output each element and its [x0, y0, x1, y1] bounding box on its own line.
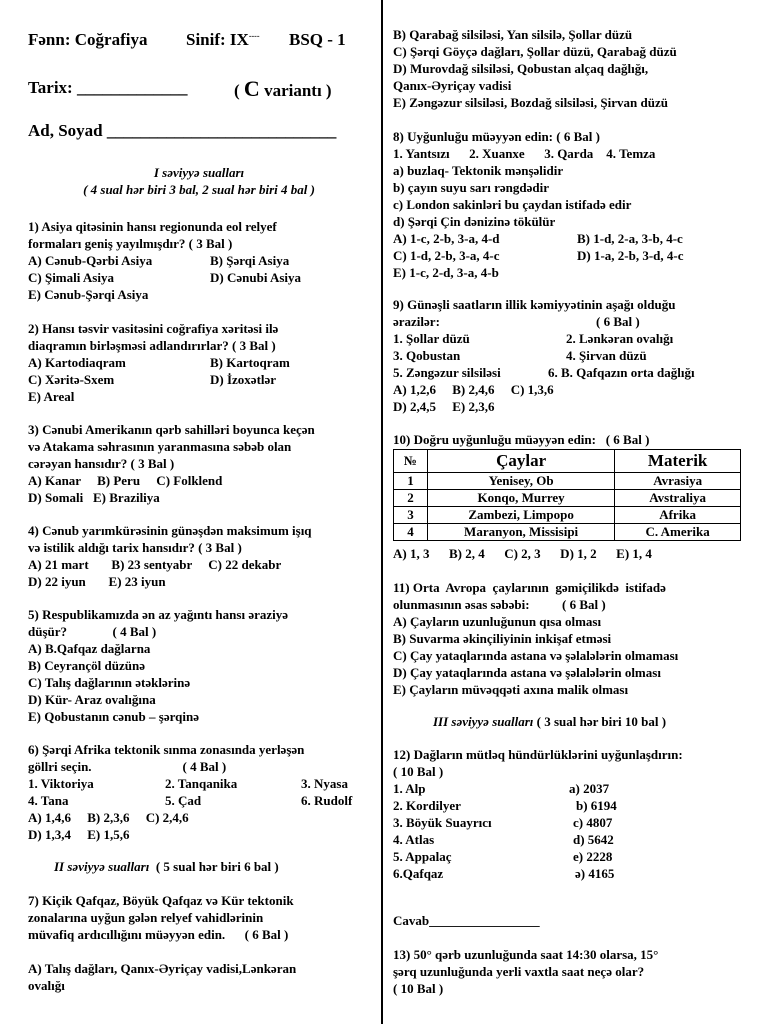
q6-item: 5. Çad — [165, 793, 202, 808]
q9-item: 2. Lənkəran ovalığı — [566, 331, 674, 346]
q3-text: cərəyan hansıdır? ( 3 Bal ) — [28, 456, 175, 471]
q9-points: ( 6 Bal ) — [596, 314, 640, 329]
table-row — [394, 473, 741, 490]
q1-option-e: E) Cənub-Şərqi Asiya — [28, 287, 149, 302]
q2-option-c: C) Xəritə-Sxem — [28, 372, 115, 387]
q2-option-d: D) İzoxətlər — [210, 372, 277, 387]
q7-option-a: A) Talış dağları, Qanıx-Əyriçay vadisi,Lənkəran — [28, 961, 297, 976]
q12-height: c) 4807 — [573, 815, 613, 830]
q12-height: ə) 4165 — [575, 866, 615, 881]
q8-text: 8) Uyğunluğu müəyyən edin: ( 6 Bal ) — [393, 129, 600, 144]
q8-option-a: A) 1-c, 2-b, 3-a, 4-d — [393, 231, 500, 246]
q11-text: olunmasının əsas səbəbi: ( 6 Bal ) — [393, 597, 606, 612]
q5-option-c: C) Talış dağlarının ətəklərinə — [28, 675, 191, 690]
table-cell: 1 — [394, 473, 428, 490]
name-field: Ad, Soyad ___________________________ — [28, 121, 337, 140]
q8-option-c: C) 1-d, 2-b, 3-a, 4-c — [393, 248, 500, 263]
level3-heading: III səviyyə sualları ( 3 sual hər biri 10 bal ) — [433, 714, 667, 729]
q5-option-a: A) B.Qafqaz dağlarna — [28, 641, 151, 656]
q2-option-b: B) Kartoqram — [210, 355, 290, 370]
table-cell: Avrasiya — [615, 473, 741, 490]
q9-item: 3. Qobustan — [393, 348, 461, 363]
table-cell: Afrika — [615, 507, 741, 524]
q6-item: 4. Tana — [28, 793, 69, 808]
q7-option-e: E) Zəngəzur silsiləsi, Bozdağ silsiləsi, Şirvan düzü — [393, 95, 668, 110]
q7-option-c: C) Şərqi Göyçə dağları, Şollar düzü, Qarabağ düzü — [393, 44, 677, 59]
q1-option-d: D) Cənubi Asiya — [210, 270, 302, 285]
table-header-row — [394, 450, 741, 473]
q13-text: şərq uzunluğunda yerli vaxtla saat neçə olar? — [393, 964, 645, 979]
q3-text: 3) Cənubi Amerikanın qərb sahilləri boyunca keçən — [28, 422, 315, 437]
q6-item: 1. Viktoriya — [28, 776, 94, 791]
q6-item: 2. Tanqanika — [165, 776, 238, 791]
q12-height: d) 5642 — [573, 832, 614, 847]
q5-option-d: D) Kür- Araz ovalığına — [28, 692, 156, 707]
column-divider — [381, 0, 383, 1024]
q12-mountain: 4. Atlas — [393, 832, 435, 847]
table-row — [394, 524, 741, 541]
q12-height: a) 2037 — [569, 781, 610, 796]
table-cell: 4 — [394, 524, 428, 541]
q10-options: A) 1, 3 B) 2, 4 C) 2, 3 D) 1, 2 E) 1, 4 — [393, 546, 652, 561]
q6-options: A) 1,4,6 B) 2,3,6 C) 2,4,6 — [28, 810, 189, 825]
q9-options: D) 2,4,5 E) 2,3,6 — [393, 399, 495, 414]
q10-table — [393, 449, 741, 541]
q3-options: A) Kanar B) Peru C) Folklend — [28, 473, 223, 488]
table-cell: Yenisey, Ob — [427, 473, 614, 490]
q1-option-b: B) Şərqi Asiya — [210, 253, 290, 268]
q7-text: müvafiq ardıcıllığını müəyyən edin. ( 6 Bal ) — [28, 927, 289, 942]
q8-items: 1. Yantsızı 2. Xuanxe 3. Qarda 4. Temza — [393, 146, 656, 161]
q7-option-b: B) Qarabağ silsiləsi, Yan silsilə, Şollar düzü — [393, 27, 633, 42]
q1-option-a: A) Cənub-Qərbi Asiya — [28, 253, 153, 268]
q13-points: ( 10 Bal ) — [393, 981, 444, 996]
q12-mountain: 6.Qafqaz — [393, 866, 444, 881]
q7-text: zonalarına uyğun gələn relyef vahidlərinin — [28, 910, 264, 925]
q11-option-e: E) Çayların müvəqqəti axına malik olması — [393, 682, 629, 697]
q12-height: e) 2228 — [573, 849, 613, 864]
q12-text: 12) Dağların mütləq hündürlüklərini uyğunlaşdırın: — [393, 747, 683, 762]
test-code: BSQ - 1 — [289, 30, 346, 49]
q9-text: 9) Günəşli saatların illik kəmiyyətinin aşağı olduğu — [393, 297, 676, 312]
q5-option-b: B) Ceyrançöl düzünə — [28, 658, 145, 673]
q11-option-a: A) Çayların uzunluğunun qısa olması — [393, 614, 602, 629]
q3-options: D) Somali E) Braziliya — [28, 490, 160, 505]
q1-option-c: C) Şimali Asiya — [28, 270, 114, 285]
q4-options: D) 22 iyun E) 23 iyun — [28, 574, 166, 589]
q12-answer-field: Cavab_________________ — [393, 913, 540, 928]
q11-option-d: D) Çay yataqlarında astana və şəlalələrin olması — [393, 665, 661, 680]
q9-item: 1. Şollar düzü — [393, 331, 470, 346]
q11-option-c: C) Çay yataqlarında astana və şəlalələrin olmaması — [393, 648, 679, 663]
q6-options: D) 1,3,4 E) 1,5,6 — [28, 827, 130, 842]
q4-text: və istilik aldığı tarix hansıdır? ( 3 Bal ) — [28, 540, 242, 555]
table-row — [394, 490, 741, 507]
q6-text: 6) Şərqi Afrika tektonik sınma zonasında yerləşən — [28, 742, 305, 757]
table-cell: 3 — [394, 507, 428, 524]
q7-option-d: Qanıx-Əyriçay vadisi — [393, 78, 512, 93]
q9-item: 4. Şirvan düzü — [566, 348, 647, 363]
q10-text: 10) Doğru uyğunluğu müəyyən edin: ( 6 Bal ) — [393, 432, 650, 447]
q4-options: A) 21 mart B) 23 sentyabr C) 22 dekabr — [28, 557, 282, 572]
q2-text: diaqramın birləşməsi adlandırırlar? ( 3 Bal ) — [28, 338, 276, 353]
q5-option-e: E) Qobustanın cənub – şərqinə — [28, 709, 199, 724]
subject-label: Fənn: Coğrafiya — [28, 30, 148, 49]
q9-options: A) 1,2,6 B) 2,4,6 C) 1,3,6 — [393, 382, 554, 397]
q7-text: 7) Kiçik Qafqaz, Böyük Qafqaz və Kür tektonik — [28, 893, 294, 908]
level1-subtitle: ( 4 sual hər biri 3 bal, 2 sual hər biri 4 bal ) — [83, 182, 315, 197]
level1-title: I səviyyə sualları — [153, 165, 245, 180]
table-header-cell: Çaylar — [427, 450, 614, 473]
q12-mountain: 1. Alp — [393, 781, 426, 796]
table-row — [394, 507, 741, 524]
table-cell: Maranyon, Missisipi — [427, 524, 614, 541]
q2-text: 2) Hansı təsvir vasitəsini coğrafiya xəritəsi ilə — [28, 321, 279, 336]
table-cell: Konqo, Murrey — [427, 490, 614, 507]
q11-option-b: B) Suvarma əkinçiliyinin inkişaf etməsi — [393, 631, 612, 646]
q13-text: 13) 50° qərb uzunluğunda saat 14:30 olarsa, 15° — [393, 947, 659, 962]
q9-item: 6. B. Qafqazın orta dağlığı — [548, 365, 695, 380]
q8-option-e: E) 1-c, 2-d, 3-a, 4-b — [393, 265, 499, 280]
variant-label: ( C variantı ) — [234, 76, 332, 101]
q2-option-e: E) Areal — [28, 389, 75, 404]
q12-height: b) 6194 — [576, 798, 617, 813]
q4-text: 4) Cənub yarımkürəsinin günəşdən maksimum işıq — [28, 523, 312, 538]
date-field: Tarix: _____________ — [28, 78, 188, 97]
q8-statement-c: c) London sakinləri bu çaydan istifadə edir — [393, 197, 632, 212]
q9-item: 5. Zəngəzur silsiləsi — [393, 365, 501, 380]
table-cell: Zambezi, Limpopo — [427, 507, 614, 524]
q8-statement-d: d) Şərqi Çin dənizinə tökülür — [393, 214, 556, 229]
q8-option-b: B) 1-d, 2-a, 3-b, 4-c — [577, 231, 683, 246]
q12-mountain: 2. Kordilyer — [393, 798, 461, 813]
table-cell: Avstraliya — [615, 490, 741, 507]
q5-text: düşür? ( 4 Bal ) — [28, 624, 157, 639]
q6-item: 6. Rudolf — [301, 793, 353, 808]
q12-mountain: 3. Böyük Suayrıcı — [393, 815, 492, 830]
level2-heading: II səviyyə sualları ( 5 sual hər biri 6 bal ) — [54, 859, 279, 874]
q8-statement-b: b) çayın suyu sarı rəngdədir — [393, 180, 550, 195]
q6-item: 3. Nyasa — [301, 776, 348, 791]
q9-text: ərazilər: — [393, 314, 440, 329]
grade-label: Sinif: IX---- — [186, 30, 260, 49]
q2-option-a: A) Kartodiaqram — [28, 355, 126, 370]
q6-text: göllri seçin. ( 4 Bal ) — [28, 759, 227, 774]
table-cell: 2 — [394, 490, 428, 507]
q12-mountain: 5. Appalaç — [393, 849, 452, 864]
q1-text: formaları geniş yayılmışdır? ( 3 Bal ) — [28, 236, 233, 251]
table-cell: C. Amerika — [615, 524, 741, 541]
q3-text: və Atakama səhrasının yaranmasına səbəb olan — [28, 439, 292, 454]
q8-statement-a: a) buzlaq- Tektonik mənşəlidir — [393, 163, 564, 178]
q5-text: 5) Respublikamızda ən az yağıntı hansı əraziyə — [28, 607, 289, 622]
q8-option-d: D) 1-a, 2-b, 3-d, 4-c — [577, 248, 684, 263]
q7-option-a: ovalığı — [28, 978, 65, 993]
q7-option-d: D) Murovdağ silsiləsi, Qobustan alçaq dağlığı, — [393, 61, 649, 76]
q1-text: 1) Asiya qitəsinin hansı regionunda eol relyef — [28, 219, 277, 234]
table-header-cell: № — [394, 450, 428, 473]
table-header-cell: Materik — [615, 450, 741, 473]
q12-points: ( 10 Bal ) — [393, 764, 444, 779]
q11-text: 11) Orta Avropa çaylarının gəmiçilikdə istifadə — [393, 580, 666, 595]
